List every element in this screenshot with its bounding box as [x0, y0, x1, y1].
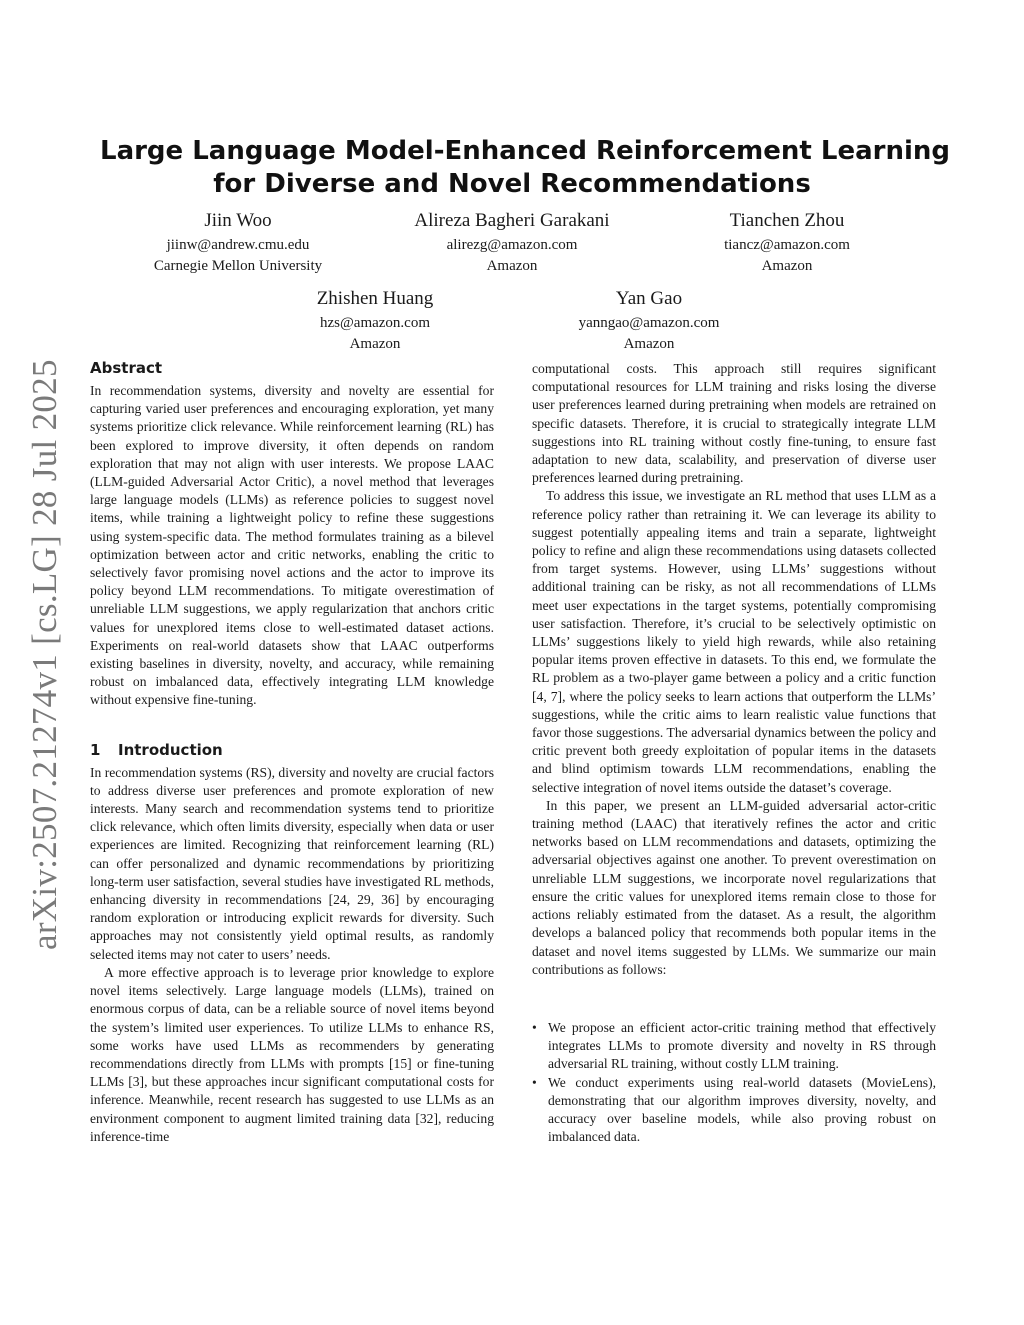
intro-paragraph-2: A more effective approach is to leverage prior knowledge to explore novel items selectively. Large language models (LLMs), trained on enormous corpus of data, can be a reliable source of novel items beyond the system’s limited user experiences. To utilize LLMs to enhance RS, some works have used LLMs as recommenders by generating recommendations directly from LLMs with prompts [15] or fine-tuning LLMs [3], but these approaches incur significant computational costs for inference. Meanwhile, recent research has suggested to use LLMs as an environment component to augment limited training data [32], reducing inference-time	[90, 964, 494, 1144]
author-email: alirezg@amazon.com	[446, 237, 578, 253]
abstract-text: In recommendation systems, diversity and novelty are essential for capturing varied user preferences and encouraging exploration, yet many systems prioritize click relevance. While reinforcement learning (RL) has been explored to improve diversity, it often depends on random exploration that may not align with user interests. We propose LAAC (LLM-guided Adversarial Actor Critic), a novel method that leverages large language models (LLMs) as reference policies to suggest novel items, while training a lightweight policy to refine these suggestions using system-specific data. The method formulates training as a bilevel optimization between actor and critic networks, enabling the critic to selectively favor promising novel actions and the actor to improve its policy beyond LLM recommendations. To mitigate overestimation of unreliable LLM suggestions, we apply regularization that anchors critic values for unexplored items close to well-estimated dataset actions. Experiments on real-world datasets show that LAAC outperforms existing baselines in diversity, novelty, and accuracy, while remaining robust on imbalanced data, effectively integrating LLM knowledge without expensive fine-tuning.	[90, 383, 494, 708]
bullet-icon: •	[532, 1074, 537, 1090]
author-block	[382, 209, 642, 276]
list-item	[532, 1074, 936, 1147]
author-affiliation: Carnegie Mellon University	[153, 257, 323, 274]
list-item-text: We propose an efficient actor-critic training method that effectively integrates LLMs to promote diversity and novelty in RS through adversarial RL training, without costly LLM training.	[548, 1019, 936, 1072]
section-title: Introduction	[118, 740, 223, 759]
author-block	[245, 287, 505, 354]
contributions-list	[532, 1019, 936, 1146]
introduction-heading	[90, 740, 494, 760]
author-email: hzs@amazon.com	[319, 315, 431, 331]
left-column	[90, 358, 494, 1146]
author-name: Alireza Bagheri Garakani	[414, 210, 610, 231]
bullet-icon: •	[532, 1019, 537, 1035]
author-block	[519, 287, 779, 354]
list-item-text: We conduct experiments using real-world datasets (MovieLens), demonstrating that our algorithm improves diversity, novelty, and accuracy over baseline models, while also proving robust on imbalanced data.	[548, 1074, 936, 1145]
author-affiliation: Amazon	[486, 257, 538, 274]
author-email: tiancz@amazon.com	[724, 237, 850, 253]
author-name: Tianchen Zhou	[729, 210, 845, 231]
list-item	[532, 1019, 936, 1074]
author-email: jiinw@andrew.cmu.edu	[166, 237, 310, 253]
body-paragraph-2: To address this issue, we investigate an RL method that uses LLM as a reference policy rather than retraining it. We can leverage its ability to suggest potentially appealing items and train a separate, lightweight policy to refine and align these recommendations using datasets collected from target systems. However, using LLMs’ suggestions without additional training can be risky, as not all recommendations of LLMs meet user expectations in the target systems, potentially compromising user satisfaction. Therefore, it’s crucial to be selectively optimistic on LLMs’ suggestions likely to yield high rewards, while also retaining popular items proven effective in datasets. To this end, we formulate the RL problem as a two-player game between a policy and a critic function [4, 7], where the policy seeks to learn actions that outperform the LLMs’ suggestions, while the critic aims to learn realistic value functions that favor those suggestions. The adversarial dynamics between the policy and critic prevent both greedy exploitation of popular items in the datasets and blind optimism towards LLM recommendations, enabling the selective integration of novel items outside the dataset’s coverage.	[532, 488, 936, 795]
author-name: Zhishen Huang	[316, 288, 434, 309]
author-affiliation: Amazon	[623, 335, 675, 352]
author-affiliation: Amazon	[349, 335, 401, 352]
author-block	[657, 209, 917, 276]
author-block	[108, 209, 368, 276]
title-line-1: Large Language Model-Enhanced Reinforcement Learning	[100, 136, 950, 166]
title-line-2: for Diverse and Novel Recommendations	[213, 169, 811, 199]
right-column	[532, 360, 936, 1146]
abstract-heading: Abstract	[90, 359, 163, 377]
author-name: Jiin Woo	[204, 210, 272, 231]
body-paragraph-3: In this paper, we present an LLM-guided adversarial actor-critic training method (LAAC) that iteratively refines the actor and critic networks based on LLM recommendations and datasets, optimizing the adversarial objectives against one another. To prevent overestimation on unreliable LLM suggestions, we incorporate novel regularizations that ensure the critic values for unexplored items remain close to those for actions reliably estimated from the dataset. As a result, the algorithm develops a balanced policy that recommends both popular items in the dataset and novel items suggested by LLMs. We summarize our main contributions as follows:	[532, 797, 936, 977]
intro-paragraph-1: In recommendation systems (RS), diversity and novelty are crucial factors to address diverse user preferences and promote exploration of new interests. Many search and recommendation systems tend to prioritize click relevance, which often limits diversity, especially when data or user experiences are limited. Recognizing that reinforcement learning (RL) can offer personalized and dynamic recommendations by prioritizing long-term user satisfaction, several studies have investigated RL methods, enhancing diversity in recommendations [24, 29, 36] by encouraging random exploration or introducing explicit rewards for diversity. Such approaches may not consistently yield optimal results, as randomly selected items may not cater to users’ needs.	[90, 764, 494, 962]
author-name: Yan Gao	[615, 288, 683, 309]
author-email: yanngao@amazon.com	[578, 315, 720, 331]
section-number: 1	[90, 740, 101, 759]
paper-title	[100, 135, 950, 201]
arxiv-identifier: arXiv:2507.21274v1 [cs.LG] 28 Jul 2025	[25, 359, 64, 950]
author-affiliation: Amazon	[761, 257, 813, 274]
body-paragraph-1: computational costs. This approach still requires significant computational resources for LLM training and risks losing the diverse user preferences learned during pretraining when models are retrained on specific datasets. Therefore, it is crucial to strategically integrate LLM suggestions into RL training without costly fine-tuning, to ensure fast adaptation to new data, scalability, and preservation of diverse user preferences learned during pretraining.	[532, 361, 936, 486]
